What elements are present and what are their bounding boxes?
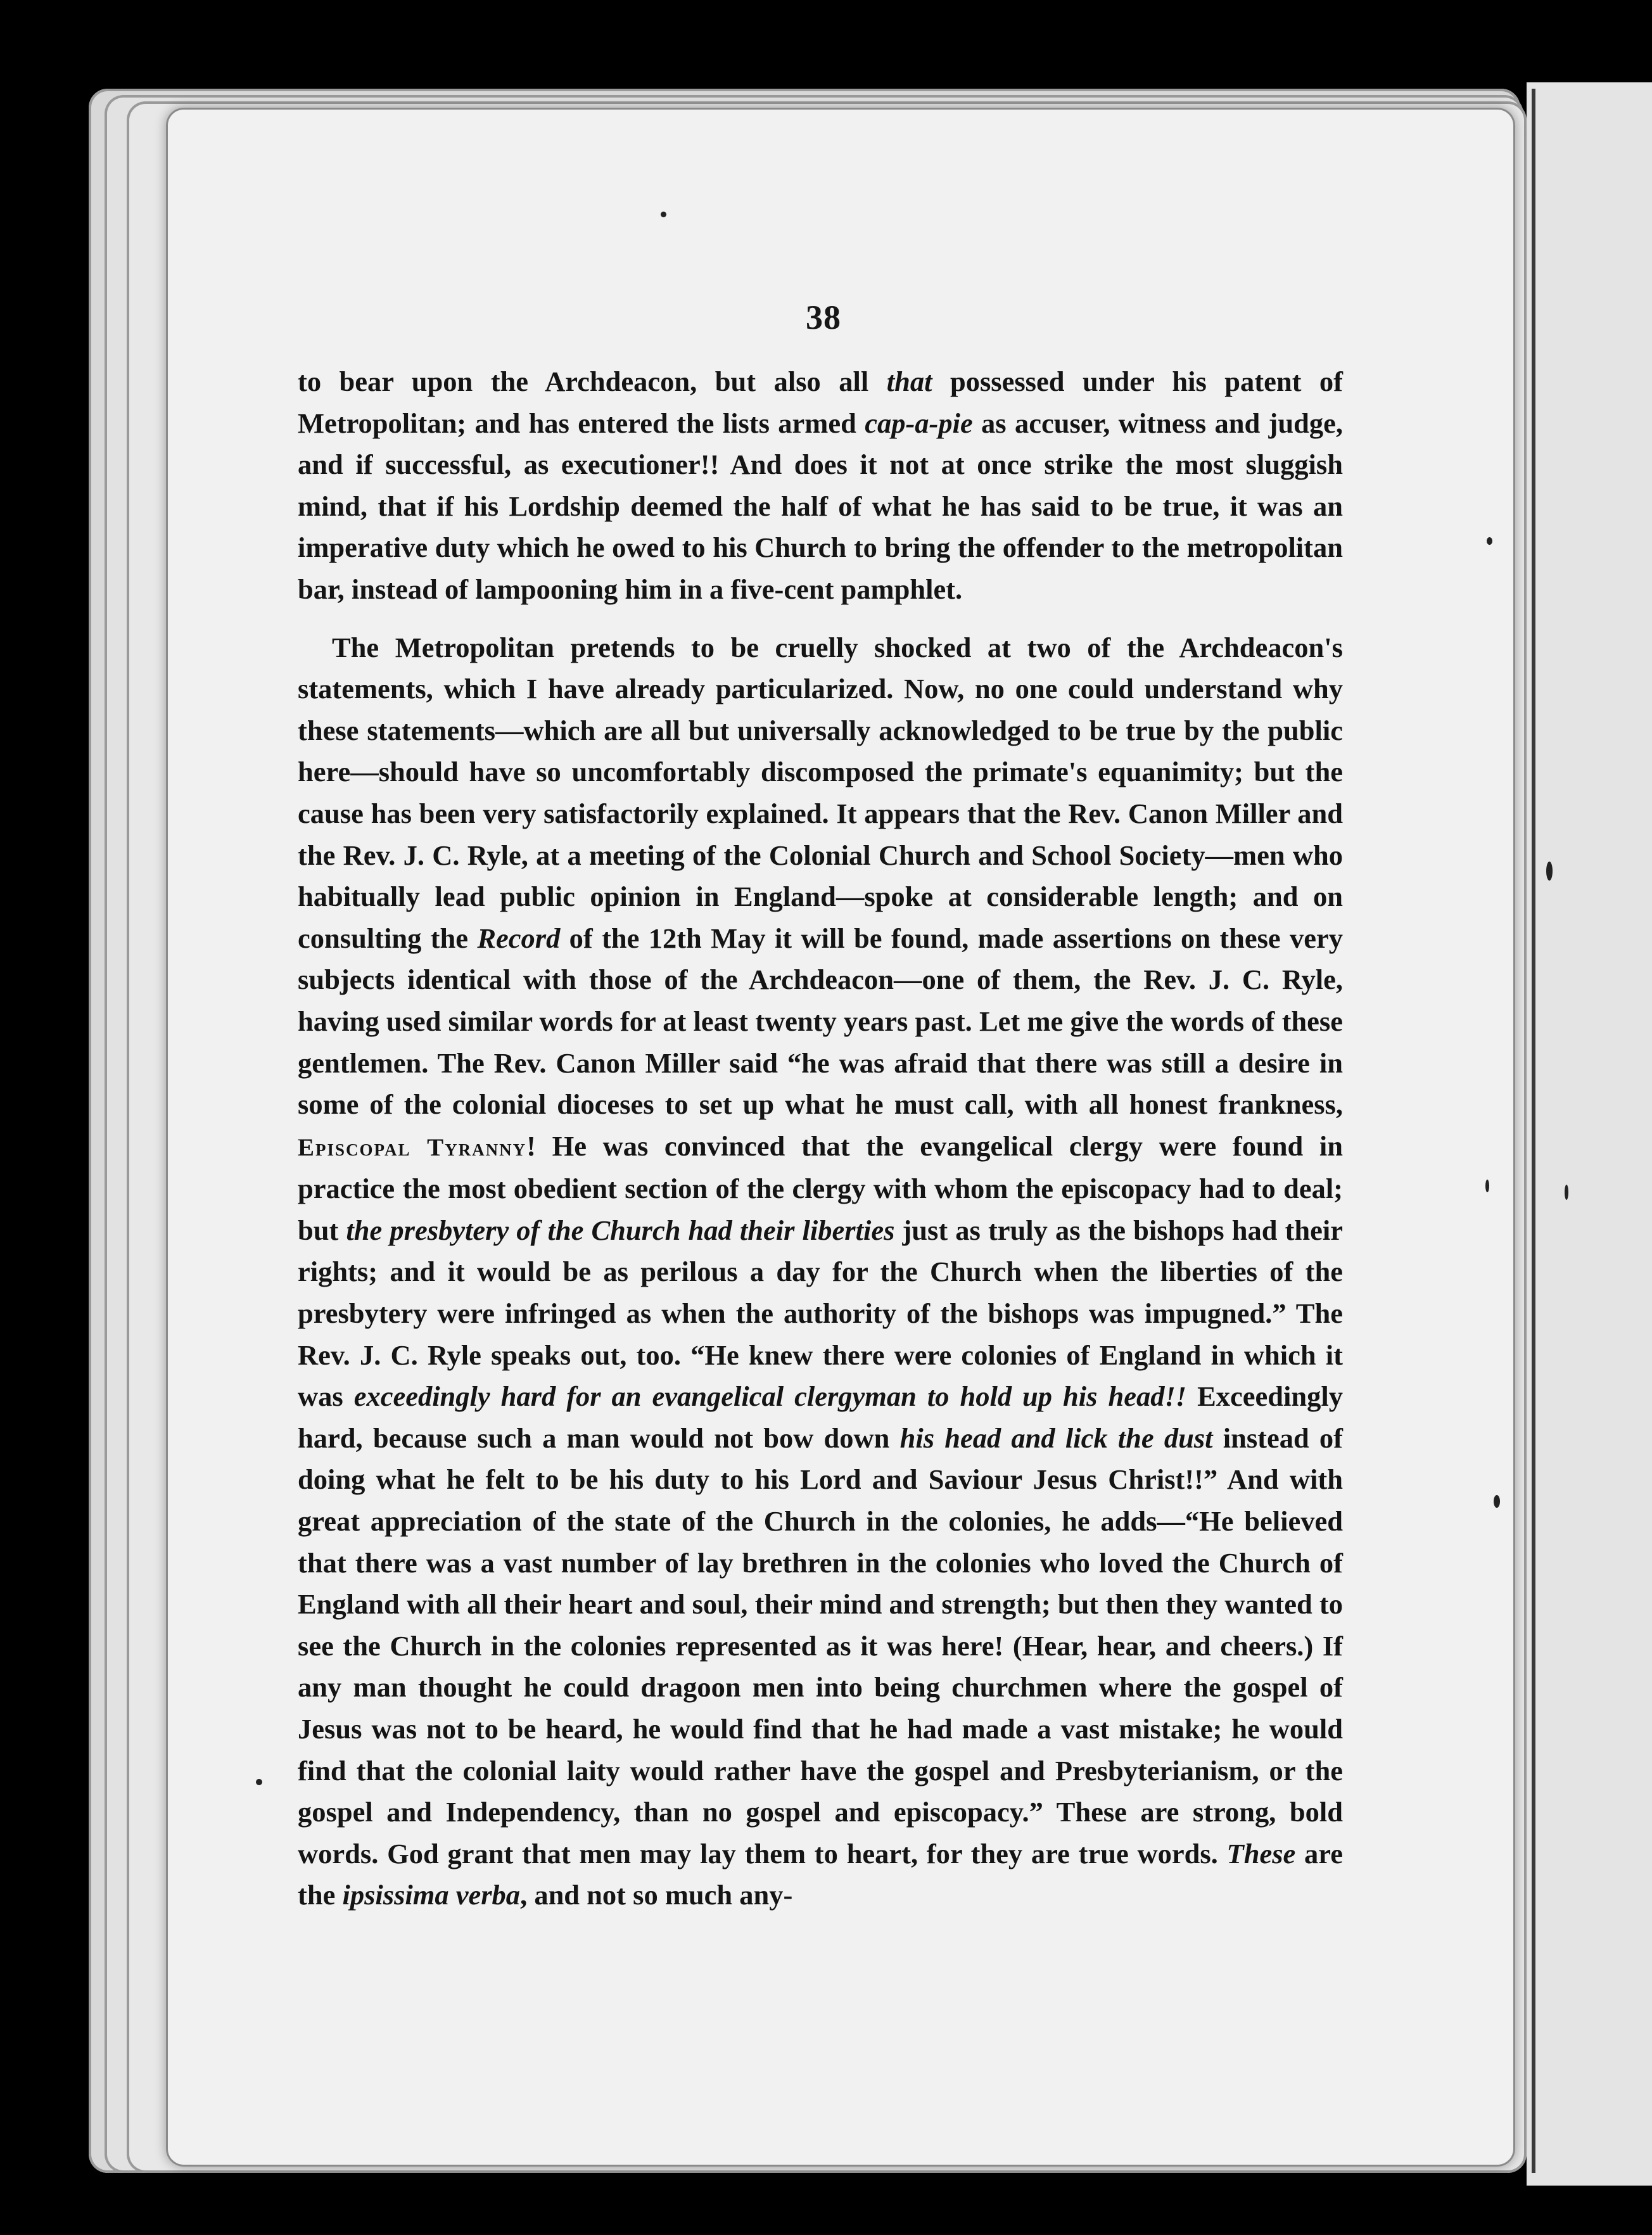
ink-speck [256,1779,262,1785]
facing-page-edge [1527,82,1652,2186]
italic-text: Record [477,922,561,954]
text-run: of the 12th May it will be found, made assertions on these very subjects identical with those of the Archdeacon—one of them, the Rev. J. C. Ryle, having used similar words for at least twenty years past. Let me give the words of these gentlemen. The Rev. Canon Miller said “he was afraid that there was still a desire in some of the colonial dioceses to set up what he must call, with all honest frankness, [298,922,1343,1121]
ink-speck [1565,1185,1568,1200]
italic-text: cap-a-pie [865,407,973,439]
ink-speck [1494,1495,1500,1508]
italic-text: the presbytery of the Church had their liberties [346,1214,895,1246]
text-run: possessed under his patent of Metropolitan; and has entered the lists armed [298,366,1343,439]
ink-speck [1546,862,1553,881]
text-run: are the [298,1837,1343,1911]
body-text [298,361,1343,1916]
text-run: , and not so much any- [520,1879,793,1911]
text-run: as accuser, witness and judge, and if successful, as executioner!! And does it not at once strike the most sluggish mind, that if his Lordship deemed the half of what he has said to be true, it was an imperative duty which he owed to his Church to bring the offender to the metropolitan bar, instead of lampooning him in a five-cent pamphlet. [298,407,1343,605]
ink-speck [1487,537,1492,545]
ink-speck [1485,1180,1489,1192]
text-run: just as truly as the bishops had their rights; and it would be as perilous a day for the Church when the liberties of the presbytery were infringed as when the authority of the bishops was impugned.” The Rev. J. C. Ryle speaks out, too. “He knew there were colonies of England in which it was [298,1214,1343,1413]
small-caps-text: Episcopal Tyranny [298,1133,527,1161]
ink-speck [661,212,666,217]
italic-text: his head and lick the dust [899,1422,1213,1454]
text-run: instead of doing what he felt to be his duty to his Lord and Saviour Jesus Christ!!” And with great appreciation of the state of the Church in the colonies, he adds—“He believed that there was a vast number of lay brethren in the colonies who loved the Church of England with all their heart and soul, their mind and strength; but then they wanted to see the Church in the colonies represented as it was here! (Hear, hear, and cheers.) If any man thought he could dragoon men into being churchmen where the gospel of Jesus was not to be heard, he would find that he had made a vast mistake; he would find that the colonial laity would rather have the gospel and Presbyterianism, or the gospel and Independency, than no gospel and episcopacy.” These are strong, bold words. God grant that men may lay them to heart, for they are true words. [298,1422,1343,1869]
italic-text: These [1226,1837,1296,1869]
page-number: 38 [806,298,841,336]
text-run: ! He was convinced that the evangelical clergy were found in practice the most obedient section of the clergy with whom the episcopacy had to deal; but [298,1130,1344,1246]
paragraph [298,361,1343,611]
text-run: Exceedingly hard, because such a man would not bow down [298,1380,1343,1454]
text-run: to bear upon the Archdeacon, but also all [298,366,887,397]
text-run: The Metropolitan pretends to be cruelly shocked at two of the Archdeacon's statements, which I have already particularized. Now, no one could understand why these statements—which are all but universally acknowledged to be true by the public here—should have so uncomfortably discomposed the primate's equanimity; but the cause has been very satisfactorily explained. It appears that the Rev. Canon Miller and the Rev. J. C. Ryle, at a meeting of the Colonial Church and School Society—men who habitually lead public opinion in England—spoke at considerable length; and on consulting the [298,631,1343,954]
italic-text: ipsissima verba [342,1879,521,1911]
paragraph [298,627,1343,1916]
facing-page-rule [1532,89,1535,2173]
italic-text: exceedingly hard for an evangelical clergyman to hold up his head!! [353,1380,1187,1413]
italic-text: that [886,366,932,397]
